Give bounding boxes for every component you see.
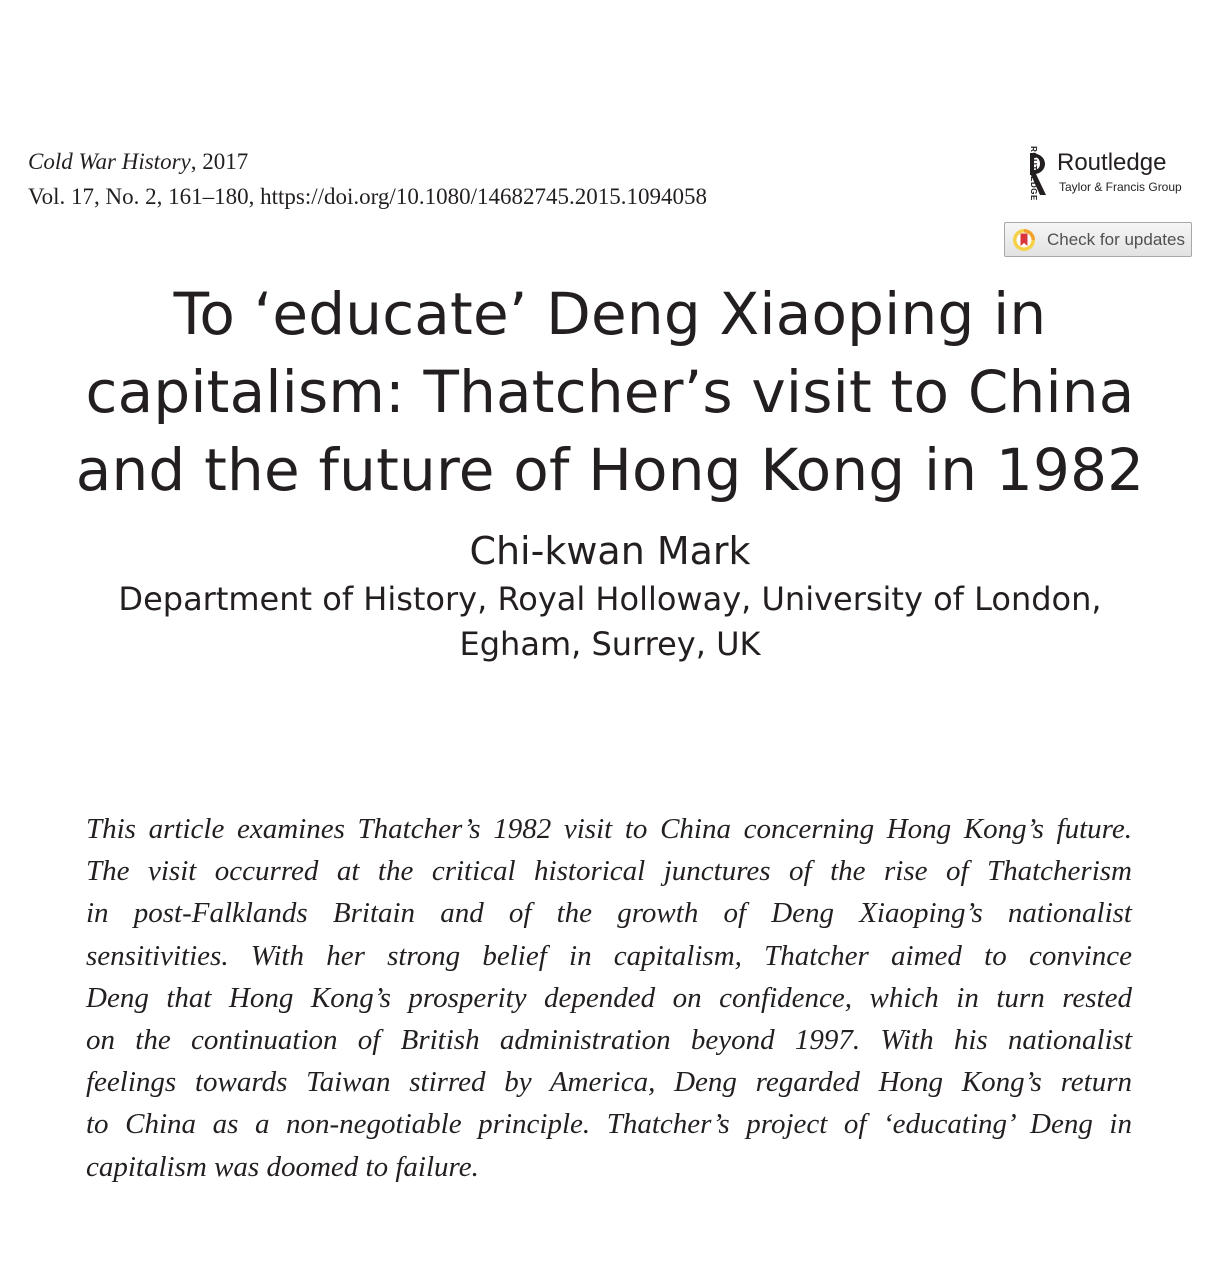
abstract-line: Deng that Hong Kong’s prosperity depended on confidence, which in turn rested xyxy=(86,981,1132,1014)
affiliation-line: Department of History, Royal Holloway, University of London, xyxy=(118,580,1102,618)
publisher-name: Routledge xyxy=(1057,149,1167,176)
title-line: capitalism: Thatcher’s visit to China xyxy=(85,358,1135,426)
article-title xyxy=(0,275,1220,509)
abstract-line: The visit occurred at the critical historical junctures of the rise of Thatcherism xyxy=(86,855,1132,888)
citation-line-1 xyxy=(28,144,707,179)
journal-name: Cold War History xyxy=(28,149,191,174)
affiliation-line: Egham, Surrey, UK xyxy=(459,625,761,663)
crossmark-icon xyxy=(1012,228,1036,252)
abstract-line: to China as a non-negotiable principle. Thatcher’s project of ‘educating’ Deng in xyxy=(86,1108,1132,1141)
title-line: and the future of Hong Kong in 1982 xyxy=(75,436,1145,504)
citation-block xyxy=(28,144,707,214)
author-name: Chi-kwan Mark xyxy=(469,529,751,573)
publisher-vertical-text: ROUTLEDGE xyxy=(1028,146,1038,201)
author-affiliation xyxy=(0,577,1220,667)
abstract-line: feelings towards Taiwan stirred by America, Deng regarded Hong Kong’s return xyxy=(86,1066,1132,1099)
publisher-logo xyxy=(1012,148,1202,200)
abstract xyxy=(86,808,1132,1188)
abstract-line: This article examines Thatcher’s 1982 visit to China concerning Hong Kong’s future. xyxy=(86,813,1132,845)
publisher-group: Taylor & Francis Group xyxy=(1059,180,1182,194)
abstract-line: capitalism was doomed to failure. xyxy=(86,1150,479,1183)
abstract-line: sensitivities. With her strong belief in capitalism, Thatcher aimed to convince xyxy=(86,939,1132,972)
check-for-updates-button[interactable] xyxy=(1004,222,1192,257)
title-line: To ‘educate’ Deng Xiaoping in xyxy=(173,280,1047,348)
check-for-updates-label: Check for updates xyxy=(1047,229,1185,249)
abstract-line: on the continuation of British administration beyond 1997. With his nationalist xyxy=(86,1024,1132,1057)
journal-year: , 2017 xyxy=(190,149,249,174)
abstract-line: in post-Falklands Britain and of the growth of Deng Xiaoping’s nationalist xyxy=(86,897,1132,930)
citation-line-2[interactable]: Vol. 17, No. 2, 161–180, https://doi.org/10.1080/14682745.2015.1094058 xyxy=(28,184,707,209)
